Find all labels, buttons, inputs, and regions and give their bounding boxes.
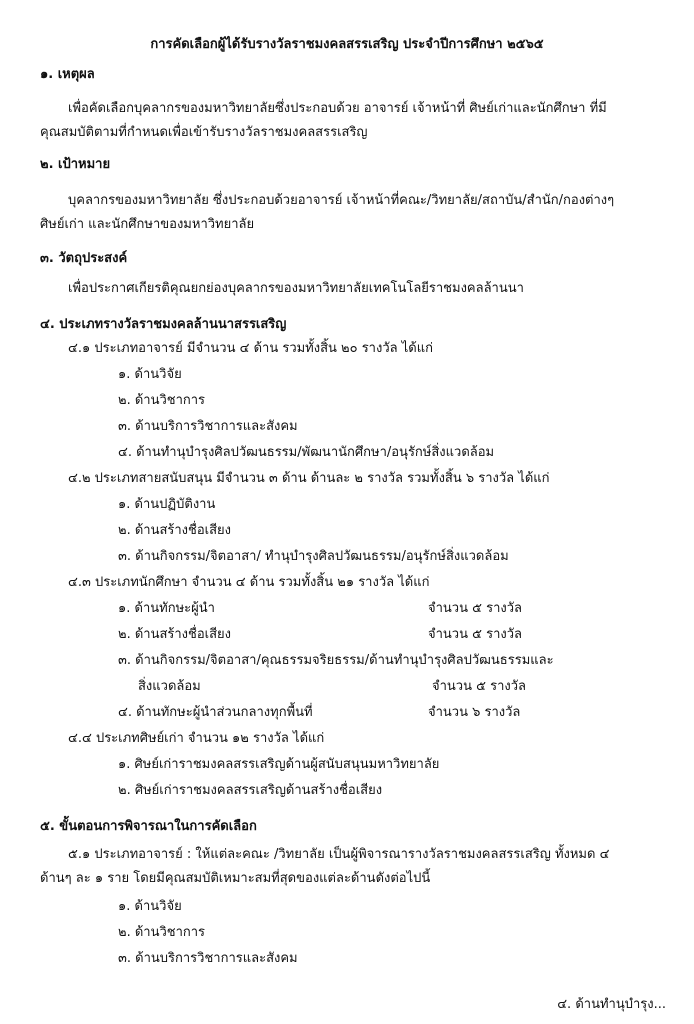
- section-5-paragraph-line-1: ๕.๑ ประเภทอาจารย์ : ให้แต่ละคณะ /วิทยาลัย เป็นผู้พิจารณารางวัลราชมงคลสรรเสริญ ทั้งหมด ๔: [68, 847, 610, 862]
- award-count: จำนวน ๕ รางวัล: [428, 601, 522, 616]
- section-1-paragraph-line-1: เพื่อคัดเลือกบุคลากรของมหาวิทยาลัยซึ่งประกอบด้วย อาจารย์ เจ้าหน้าที่ ศิษย์เก่าและนักศึกษา ที่มี: [68, 101, 607, 116]
- list-item: ๒. ด้านวิชาการ: [118, 393, 206, 408]
- award-count: จำนวน ๕ รางวัล: [432, 679, 526, 694]
- subsection-4-1-heading: ๔.๑ ประเภทอาจารย์ มีจำนวน ๔ ด้าน รวมทั้งสิ้น ๒๐ รางวัล ได้แก่: [68, 341, 433, 356]
- section-3-heading: ๓. วัตถุประสงค์: [40, 251, 128, 266]
- section-5-heading: ๕. ขั้นตอนการพิจารณาในการคัดเลือก: [40, 819, 257, 834]
- section-3-paragraph: เพื่อประกาศเกียรติคุณยกย่องบุคลากรของมหาวิทยาลัยเทคโนโลยีราชมงคลล้านนา: [68, 281, 524, 296]
- subsection-4-3-heading: ๔.๓ ประเภทนักศึกษา จำนวน ๔ ด้าน รวมทั้งสิ้น ๒๑ รางวัล ได้แก่: [68, 575, 430, 590]
- list-item: ๒. ด้านวิชาการ: [118, 925, 206, 940]
- list-item: ๑. ด้านปฏิบัติงาน: [118, 497, 216, 512]
- list-item: ๑. ด้านวิจัย: [118, 899, 182, 914]
- list-item: ๑. ด้านวิจัย: [118, 367, 182, 382]
- list-item: ๔. ด้านทักษะผู้นำส่วนกลางทุกพื้นที่: [118, 705, 313, 720]
- section-4-heading: ๔. ประเภทรางวัลราชมงคลล้านนาสรรเสริญ: [40, 317, 287, 332]
- section-2-paragraph-line-1: บุคลากรของมหาวิทยาลัย ซึ่งประกอบด้วยอาจารย์ เจ้าหน้าที่คณะ/วิทยาลัย/สถาบัน/สำนัก/กองต่างๆ: [68, 193, 615, 208]
- page-continuation-text: ๔. ด้านทำนุบำรุง...: [557, 997, 666, 1012]
- section-2-paragraph-line-2: ศิษย์เก่า และนักศึกษาของมหาวิทยาลัย: [40, 217, 255, 232]
- section-1-heading: ๑. เหตุผล: [40, 67, 95, 82]
- section-5-paragraph-line-2: ด้านๆ ละ ๑ ราย โดยมีคุณสมบัติเหมาะสมที่สุดของแต่ละด้านดังต่อไปนี้: [40, 871, 431, 886]
- list-item: ๑. ศิษย์เก่าราชมงคลสรรเสริญด้านผู้สนับสนุนมหาวิทยาลัย: [118, 757, 440, 772]
- list-item: ๑. ด้านทักษะผู้นำ: [118, 601, 215, 616]
- list-item: ๒. ด้านสร้างชื่อเสียง: [118, 627, 232, 642]
- document-title: การคัดเลือกผู้ได้รับรางวัลราชมงคลสรรเสริญ ประจำปีการศึกษา ๒๕๖๕: [150, 37, 544, 52]
- list-item: ๓. ด้านบริการวิชาการและสังคม: [118, 419, 298, 434]
- list-item: ๓. ด้านกิจกรรม/จิตอาสา/ ทำนุบำรุงศิลปวัฒนธรรม/อนุรักษ์สิ่งแวดล้อม: [118, 549, 509, 564]
- list-item: ๔. ด้านทำนุบำรุงศิลปวัฒนธรรม/พัฒนานักศึกษา/อนุรักษ์สิ่งแวดล้อม: [118, 445, 495, 460]
- award-count: จำนวน ๖ รางวัล: [428, 705, 521, 720]
- list-item: ๓. ด้านบริการวิชาการและสังคม: [118, 951, 298, 966]
- subsection-4-2-heading: ๔.๒ ประเภทสายสนับสนุน มีจำนวน ๓ ด้าน ด้านละ ๒ รางวัล รวมทั้งสิ้น ๖ รางวัล ได้แก่: [68, 471, 550, 486]
- section-1-paragraph-line-2: คุณสมบัติตามที่กำหนดเพื่อเข้ารับรางวัลราชมงคลสรรเสริญ: [40, 125, 368, 140]
- list-item: ๒. ด้านสร้างชื่อเสียง: [118, 523, 232, 538]
- list-item: ๓. ด้านกิจกรรม/จิตอาสา/คุณธรรมจริยธรรม/ด้านทำนุบำรุงศิลปวัฒนธรรมและ: [118, 653, 554, 668]
- award-count: จำนวน ๕ รางวัล: [428, 627, 522, 642]
- subsection-4-4-heading: ๔.๔ ประเภทศิษย์เก่า จำนวน ๑๒ รางวัล ได้แก่: [68, 731, 325, 746]
- list-item: ๒. ศิษย์เก่าราชมงคลสรรเสริญด้านสร้างชื่อเสียง: [118, 783, 383, 798]
- section-2-heading: ๒. เป้าหมาย: [40, 157, 111, 172]
- list-item-continuation: สิ่งแวดล้อม: [138, 679, 201, 694]
